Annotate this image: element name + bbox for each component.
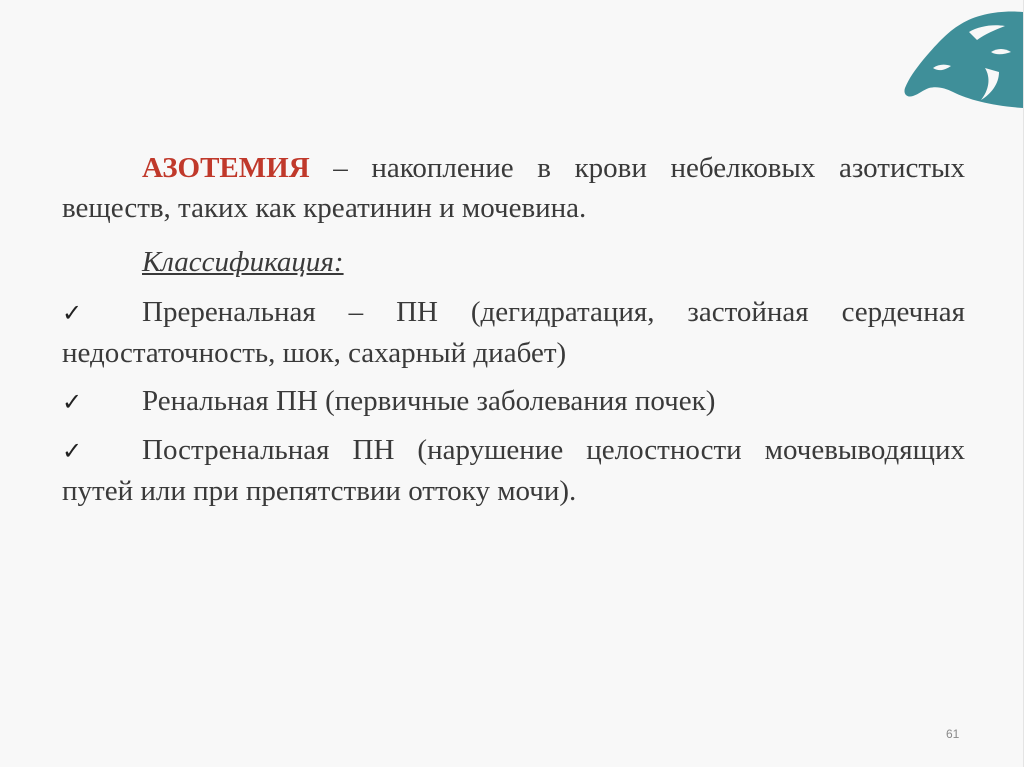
definition-paragraph: [62, 148, 965, 228]
definition-text: – накопление в крови небелковых азотистых веществ, таких как креатинин и мочевина.: [62, 152, 965, 224]
term-azotemia: АЗОТЕМИЯ: [142, 152, 310, 184]
page-number: 61: [946, 727, 960, 741]
checkmark-icon: ✓: [62, 299, 83, 327]
list-item: [62, 430, 965, 511]
list-item-text: Ренальная ПН (первичные заболевания почек): [142, 385, 716, 417]
list-item: [62, 381, 965, 422]
classification-heading: Классификация:: [142, 246, 344, 278]
list-item: [62, 292, 965, 373]
horse-head-logo-icon: [873, 8, 1023, 108]
checkmark-icon: ✓: [62, 388, 83, 416]
list-item-text: Преренальная – ПН (дегидратация, застойная сердечная недостаточность, шок, сахарный диабет): [62, 296, 965, 369]
checkmark-icon: ✓: [62, 437, 83, 465]
list-item-text: Постренальная ПН (нарушение целостности мочевыводящих путей или при препятствии оттоку мочи).: [62, 434, 965, 507]
slide-content: [62, 148, 965, 519]
